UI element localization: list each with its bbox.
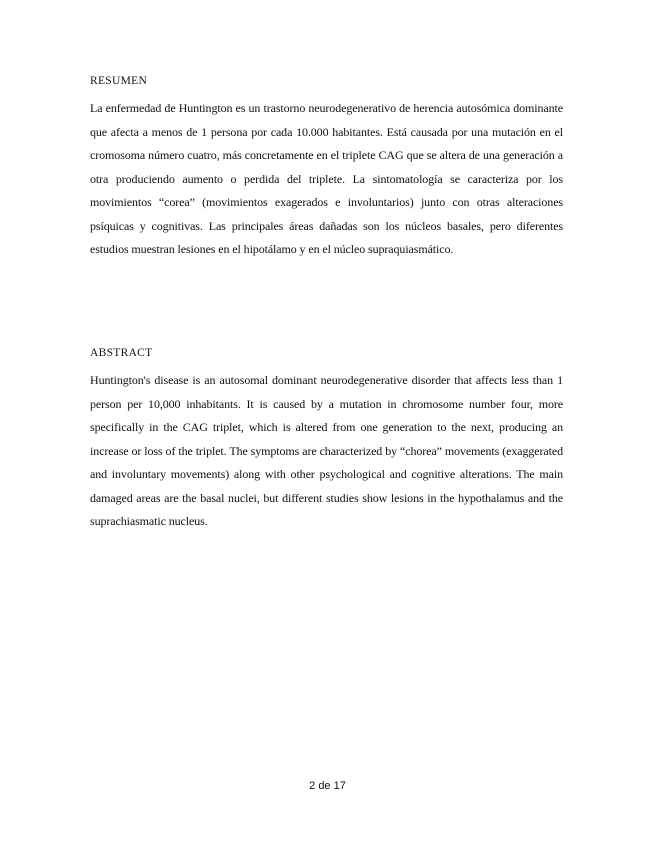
abstract-paragraph: Huntington's disease is an autosomal dominant neurodegenerative disorder that affects less than 1 person per 10,000 inhabitants. It is caused by a mutation in chromosome number four, more specifically in the CAG triplet, which is altered from one generation to the next, producing an increase or loss of the triplet. The symptoms are characterized by “chorea” movements (exaggerated and involuntary movements) along with other psychological and cognitive alterations. The main damaged areas are the basal nuclei, but different studies show lesions in the hypothalamus and the suprachiasmatic nucleus. — [90, 373, 563, 528]
resumen-heading: RESUMEN — [90, 75, 148, 87]
page-number: 2 de 17 — [309, 780, 346, 792]
resumen-section — [90, 73, 563, 262]
abstract-section — [90, 345, 563, 534]
abstract-heading: ABSTRACT — [90, 347, 153, 359]
resumen-paragraph: La enfermedad de Huntington es un trastorno neurodegenerativo de herencia autosómica dominante que afecta a menos de 1 persona por cada 10.000 habitantes. Está causada por una mutación en el cromosoma número cuatro, más concretamente en el triplete CAG que se altera de una generación a otra produciendo aumento o perdida del triplete. La sintomatología se caracteriza por los movimientos “corea” (movimientos exagerados e involuntarios) junto con otras alteraciones psíquicas y cognitivas. Las principales áreas dañadas son los núcleos basales, pero diferentes estudios muestran lesiones en el hipotálamo y en el núcleo supraquiasmático. — [90, 101, 563, 256]
